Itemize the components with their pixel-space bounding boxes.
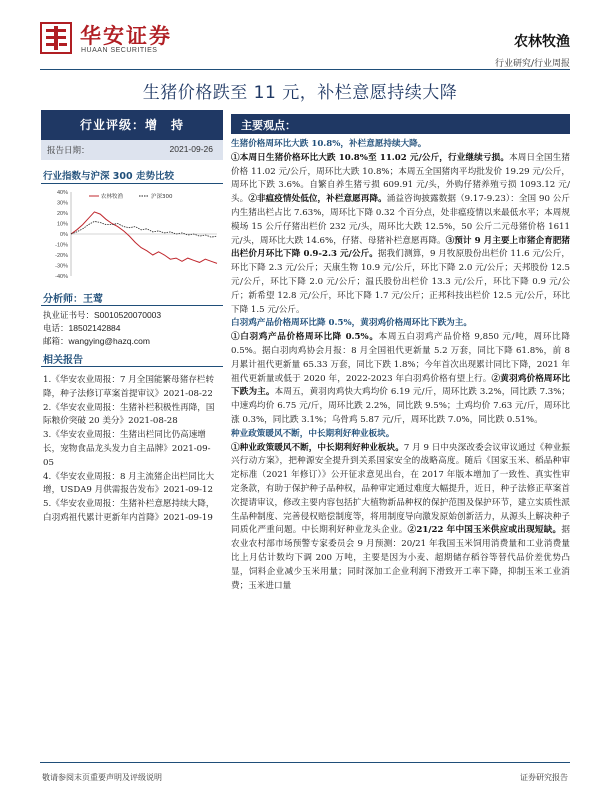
brand-name-english: HUAAN SECURITIES (81, 47, 158, 54)
report-date-row (41, 140, 223, 160)
main-points-body (231, 138, 570, 593)
footer-disclaimer: 敬请参阅末页重要声明及评级说明 (42, 773, 162, 782)
company-logo (40, 22, 72, 54)
related-report-item[interactable]: 4.《华安农业周报：8 月主流猪企出栏同比大增，USDA9 月供需报告发布》2021-09-12 (43, 471, 215, 496)
chart-title: 行业指数与沪深 300 走势比较 (43, 171, 174, 182)
footer-label: 证券研究报告 (520, 773, 568, 782)
y-tick-label: 0% (60, 232, 68, 238)
related-reports-divider (41, 366, 223, 367)
analyst-divider (41, 305, 223, 306)
y-tick-label: -40% (55, 274, 68, 280)
y-tick-label: 20% (56, 211, 68, 217)
paragraph: ①本周日生猪价格环比大跌 10.8%至 11.02 元/公斤，行业继续亏损。本周日全国生猪价格 11.02 元/公斤，周环比大跌 10.8%；本周五全国猪肉平均批发价 19.29 元/公斤，周环比下跌 3.6%。自繁自养生猪亏损 609.91 元/头，外购仔猪养殖亏损 1093.12 元/头。②非瘟疫情处低位，补栏意愿再降。涌益咨询披露数据（9.17-9.23）：全国 90 公斤内生猪出栏占比 7.63%，周环比下降 0.32 个百分点，处非瘟疫情以来最低水平；本周规模场 15 公斤仔猪出栏价 232 元/头，周环比大跌 12.5%，50 公斤二元母猪价格 1611 元/头，周环比大跌 14.6%，仔猪、母猪补栏意愿再降。③预计 9 月主要上市猪企育肥猪出栏价月环比下降 0.9-2.3 元/公斤。据我们测算，9 月牧原股份出栏价 11.6 元/公斤，环比下降 2.3 元/公斤；天康生物 10.9 元/公斤，环比下降 2.0 元/公斤；天邦股份 12.5 元/公斤，环比下降 2.0 元/公斤；温氏股份出栏价 13.3 元/公斤，环比下降 0.9 元/公斤；新希望 12.8 元/公斤，环比下降 1.7 元/公斤；正邦科技出栏价 12.5 元/公斤，环比下降 1.5 元/公斤。 (231, 152, 570, 315)
analyst-license: 执业证书号：S0010520070003 (43, 310, 162, 321)
related-report-item[interactable]: 2.《华安农业周报：生猪补栏积极性再降，国际粮价突破 20 美分》2021-08-28 (43, 402, 215, 427)
section-heading-hog: 生猪价格周环比大跌 10.8%，补栏意愿持续大降。 (231, 139, 427, 149)
y-tick-label: -10% (55, 242, 68, 249)
section-heading-seed: 种业政策暖风不断，中长期利好种业板块。 (231, 428, 395, 439)
y-tick-label: -30% (55, 263, 68, 270)
y-tick-label: 40% (56, 190, 68, 196)
legend-label: 农林牧渔 (101, 194, 124, 200)
paragraph: ①种业政策暖风不断，中长期利好种业板块。7 月 9 日中央深改委会议审议通过《种业振兴行动方案》，把种源安全提升到关系国家安全的战略高度。随后《国家玉米、稻品种审定标准（2021 年修订）》公开征求意见出台，在 2017 年版本增加了一致性、真实性审定条款，有助于保护种子品种权，品种审定通过难度大幅提升，近日，种子法修正草案首次提请审议，修改主要内容包括扩大植物新品种权的保护范围及保护环节，建立实质性派生品种制度、完善侵权赔偿制度等，将用制度导向激发原始创新活力，从源头上解决种子同质化严重问题。中长期利好种业龙头企业。②21/22 年中国玉米供应或出现短缺。据农业农村部市场预警专家委员会 9 月预测：20/21 年我国玉米饲用消费量和工业消费量比上月估计数均下调 200 万吨，主要是因为小麦、超期储存稻谷等替代品价差优势凸显，饲料企业减少玉米用量；同时深加工企业利润下滑致开工率下降，抑制玉米工业消费；玉米进口量 (231, 442, 570, 591)
y-tick-label: -20% (55, 253, 68, 259)
analyst-title: 分析师：王莺 (43, 294, 103, 305)
related-report-item[interactable]: 5.《华安农业周报：生猪补栏意愿持续大降，白羽鸡祖代累计更新年内首降》2021-09-19 (43, 499, 215, 523)
paragraph: ①白羽鸡产品价格周环比降 0.5%。本周五白羽鸡产品价格 9,850 元/吨，周环比降 0.5%。据白羽肉鸡协会月报：8 月全国祖代更新量 5.2 万套，同比下降 61.8%，前 8 月累计祖代更新量 65.33 万套，同比下跌 1.8%；今年首次出现累计同比下降，2021 年祖代更新量或低于 2020 年，2022-2023 年白羽鸡价格有望上行。②黄羽鸡价格周环比下跌为主。本周五，黄羽肉鸡快大鸡均价 6.19 元/斤，周环比跌 3.2%，同比跌 7.3%；中速鸡均价 6.75 元/斤，周环比跌 2.2%，同比跌 9.5%；土鸡均价 7.63 元/斤，周环比涨 0.3%，同比跌 3.1%；乌骨鸡 5.87 元/斤，周环比跌 7.0%，同比跌 0.51%。 (231, 332, 571, 425)
related-report-item[interactable]: 1.《华安农业周报：7 月全国能繁母猪存栏转降，种子法修订草案首提审议》2021-08-22 (43, 375, 215, 399)
analyst-email: 邮箱：wangying@hazq.com (43, 336, 150, 347)
analyst-email-link[interactable]: wangying@hazq.com (68, 336, 150, 346)
series-line-csi300 (71, 221, 217, 237)
industry-rating: 行业评级：增 持 (79, 118, 184, 132)
related-reports-title: 相关报告 (43, 355, 83, 366)
series-line-agriculture (71, 212, 217, 264)
header-divider (40, 69, 570, 70)
report-title: 生猪价格跌至 11 元，补栏意愿持续大降 (142, 83, 458, 103)
section-heading-poultry: 白羽鸡产品价格周环比降 0.5%，黄羽鸡价格周环比下跌为主。 (231, 318, 472, 329)
report-date: 2021-09-26 (169, 144, 213, 154)
footer-divider (40, 762, 570, 763)
index-comparison-chart (41, 186, 223, 282)
analyst-phone: 电话：18502142884 (43, 323, 121, 334)
legend-label: 沪深300 (151, 194, 173, 200)
main-points-title: 主要观点： (241, 119, 296, 132)
report-date-label: 报告日期： (47, 146, 90, 156)
y-tick-label: 30% (56, 200, 68, 207)
industry-label: 农林牧渔 (514, 34, 570, 50)
rating-box (41, 110, 223, 160)
related-reports-list (43, 374, 221, 526)
related-report-item[interactable]: 3.《华安农业周报：生猪出栏同比仍高速增长，宠物食品龙头发力自主品牌》2021-09-05 (43, 430, 211, 468)
brand-name: 华安证券 (80, 24, 172, 48)
main-points-header (231, 114, 570, 134)
chart-title-divider (41, 183, 223, 184)
y-tick-label: 10% (56, 221, 68, 228)
report-type: 行业研究/行业周报 (494, 59, 570, 69)
